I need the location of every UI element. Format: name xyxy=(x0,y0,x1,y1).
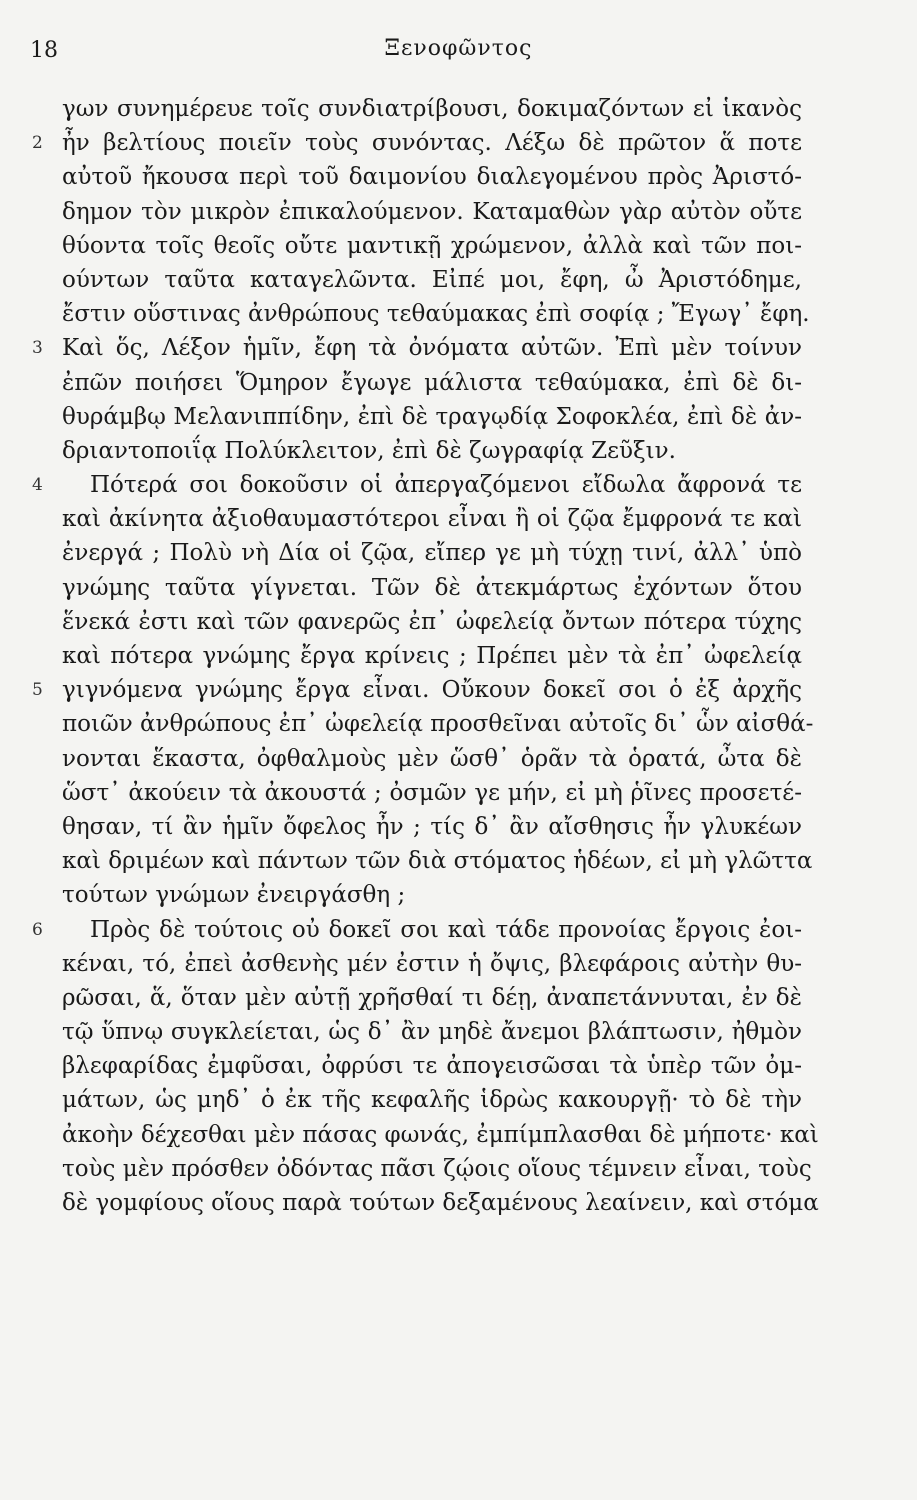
text-line xyxy=(62,195,802,229)
page-number: 18 xyxy=(30,38,58,63)
line-text: ούντων ταῦτα καταγελῶντα. Εἰπέ μοι, ἔφη, ὦ Ἀριστόδημε, xyxy=(62,266,802,293)
line-text: κέναι, τό, ἐπεὶ ἀσθενὴς μέν ἐστιν ἡ ὄψις, βλεφάροις αὐτὴν θυ- xyxy=(62,950,802,977)
text-line xyxy=(62,776,802,810)
section-number: 3 xyxy=(32,338,43,359)
body-text xyxy=(32,92,819,1220)
text-line xyxy=(62,981,802,1015)
text-line xyxy=(62,1118,819,1152)
line-text: Πότερά σοι δοκοῦσιν οἱ ἀπεργαζόμενοι εἴδωλα ἄφρονά τε xyxy=(90,472,802,499)
line-text: τοὺς μὲν πρόσθεν ὀδόντας πᾶσι ζῴοις οἵους τέμνειν εἶναι, τοὺς xyxy=(62,1155,812,1182)
line-text: γων συνημέρευε τοῖς συνδιατρίβουσι, δοκιμαζόντων εἰ ἱκανὸς xyxy=(62,96,802,122)
text-line xyxy=(32,673,802,707)
text-line xyxy=(62,1186,819,1220)
line-text: ἐνεργά ; Πολὺ νὴ Δία οἱ ζῷα, εἴπερ γε μὴ τύχῃ τινί, ἀλλ᾽ ὑπὸ xyxy=(62,540,802,567)
line-text: θυράμβῳ Μελανιππίδην, ἐπὶ δὲ τραγῳδίᾳ Σοφοκλέα, ἐπὶ δὲ ἀν- xyxy=(62,403,802,430)
text-line xyxy=(62,707,814,741)
line-text: ὥστ᾽ ἀκούειν τὰ ἀκουστά ; ὀσμῶν γε μήν, εἰ μὴ ῥῖνες προσετέ- xyxy=(62,779,802,806)
line-text: νονται ἕκαστα, ὀφθαλμοὺς μὲν ὥσθ᾽ ὁρᾶν τὰ ὁρατά, ὦτα δὲ xyxy=(62,745,802,772)
line-text: ἐπῶν ποιήσει Ὅμηρον ἔγωγε μάλιστα τεθαύμακα, ἐπὶ δὲ δι- xyxy=(62,369,802,396)
line-text: τῷ ὕπνῳ συγκλείεται, ὡς δ᾽ ἂν μηδὲ ἄνεμοι βλάπτωσιν, ἠθμὸν xyxy=(62,1019,802,1046)
text-line xyxy=(62,92,802,126)
text-line xyxy=(32,468,802,502)
text-line xyxy=(62,536,802,570)
text-line xyxy=(32,126,802,160)
text-line xyxy=(62,742,802,776)
line-text: ἔστιν οὕστινας ἀνθρώπους τεθαύμακας ἐπὶ σοφίᾳ ; Ἔγωγ᾽ ἔφη. xyxy=(62,301,810,328)
text-line xyxy=(62,1015,802,1049)
text-line xyxy=(62,1083,802,1117)
line-text: τούτων γνώμων ἐνειργάσθη ; xyxy=(62,882,406,909)
line-text: ρῶσαι, ἅ, ὅταν μὲν αὐτῇ χρῆσθαί τι δέῃ, ἀναπετάννυται, ἐν δὲ xyxy=(62,984,802,1011)
line-text: καὶ ἀκίνητα ἀξιοθαυμαστότεροι εἶναι ἢ οἱ ζῷα ἔμφρονά τε καὶ xyxy=(62,506,802,533)
line-text: αὐτοῦ ἤκουσα περὶ τοῦ δαιμονίου διαλεγομένου πρὸς Ἀριστό- xyxy=(62,164,802,191)
section-number: 4 xyxy=(32,475,43,496)
line-text: δριαντοποιΐᾳ Πολύκλειτον, ἐπὶ δὲ ζωγραφίᾳ Ζεῦξιν. xyxy=(62,437,676,464)
line-text: δὲ γομφίους οἵους παρὰ τούτων δεξαμένους λεαίνειν, καὶ στόμα xyxy=(62,1190,819,1216)
line-text: δημον τὸν μικρὸν ἐπικαλούμενον. Καταμαθὼν γὰρ αὐτὸν οὔτε xyxy=(62,198,802,225)
line-text: Πρὸς δὲ τούτοις οὐ δοκεῖ σοι καὶ τάδε προνοίας ἔργοις ἐοι- xyxy=(90,916,802,943)
line-text: γιγνόμενα γνώμης ἔργα εἶναι. Οὔκουν δοκεῖ σοι ὁ ἐξ ἀρχῆς xyxy=(62,677,802,704)
section-number: 5 xyxy=(32,680,43,701)
text-line xyxy=(62,1152,812,1186)
line-text: καὶ δριμέων καὶ πάντων τῶν διὰ στόματος ἡδέων, εἰ μὴ γλῶττα xyxy=(62,848,813,875)
line-text: βλεφαρίδας ἐμφῦσαι, ὀφρύσι τε ἀπογεισῶσαι τὰ ὑπὲρ τῶν ὀμ- xyxy=(62,1053,802,1080)
text-line xyxy=(62,366,802,400)
line-text: ἕνεκά ἐστι καὶ τῶν φανερῶς ἐπ᾽ ὠφελείᾳ ὄντων πότερα τύχης xyxy=(62,608,802,635)
line-text: ἦν βελτίους ποιεῖν τοὺς συνόντας. Λέξω δὲ πρῶτον ἅ ποτε xyxy=(62,130,802,157)
text-line xyxy=(62,263,802,297)
text-line xyxy=(62,605,802,639)
line-text: μάτων, ὡς μηδ᾽ ὁ ἐκ τῆς κεφαλῆς ἱδρὼς κακουργῇ· τὸ δὲ τὴν xyxy=(62,1087,802,1114)
line-text: ποιῶν ἀνθρώπους ἐπ᾽ ὠφελείᾳ προσθεῖναι αὐτοῖς δι᾽ ὧν αἰσθά- xyxy=(62,711,814,738)
running-head: Ξενοφῶντος xyxy=(384,36,533,61)
text-line xyxy=(62,947,802,981)
text-line xyxy=(62,571,802,605)
line-text: θύοντα τοῖς θεοῖς οὔτε μαντικῇ χρώμενον, ἀλλὰ καὶ τῶν ποι- xyxy=(62,232,802,259)
line-text: ἀκοὴν δέχεσθαι μὲν πάσας φωνάς, ἐμπίμπλασθαι δὲ μήποτε· καὶ xyxy=(62,1121,819,1148)
text-line xyxy=(62,1049,802,1083)
text-line xyxy=(32,913,802,947)
text-line xyxy=(62,229,802,263)
section-number: 6 xyxy=(32,919,43,940)
text-line xyxy=(62,878,802,912)
text-line xyxy=(62,400,802,434)
text-line xyxy=(62,160,802,194)
text-line xyxy=(62,810,802,844)
text-line xyxy=(62,844,813,878)
line-text: Καὶ ὅς, Λέξον ἡμῖν, ἔφη τὰ ὀνόματα αὐτῶν. Ἐπὶ μὲν τοίνυν xyxy=(62,335,802,362)
line-text: θησαν, τί ἂν ἡμῖν ὄφελος ἦν ; τίς δ᾽ ἂν αἴσθησις ἦν γλυκέων xyxy=(62,813,802,840)
line-text: γνώμης ταῦτα γίγνεται. Τῶν δὲ ἀτεκμάρτως ἐχόντων ὅτου xyxy=(62,574,802,601)
text-line xyxy=(62,297,810,331)
text-line xyxy=(62,434,802,468)
text-line xyxy=(62,639,802,673)
section-number: 2 xyxy=(32,133,43,154)
line-text: καὶ πότερα γνώμης ἔργα κρίνεις ; Πρέπει μὲν τὰ ἐπ᾽ ὠφελείᾳ xyxy=(62,643,802,669)
text-line xyxy=(62,502,802,536)
text-line xyxy=(32,331,802,365)
